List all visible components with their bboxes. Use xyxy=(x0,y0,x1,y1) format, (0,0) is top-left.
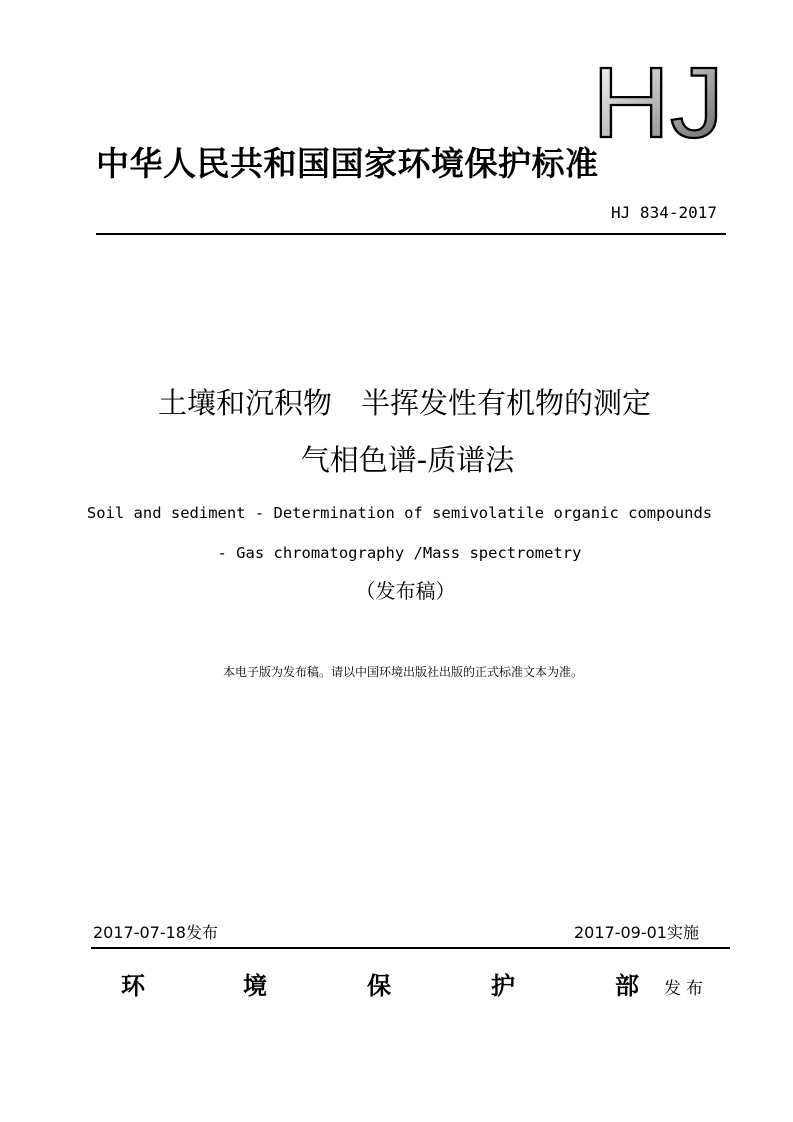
publisher-char: 部 xyxy=(615,971,639,1000)
effective-date: 2017-09-01实施 xyxy=(574,923,699,942)
issue-date: 2017-07-18发布 xyxy=(93,923,218,942)
document-title-en-line2: - Gas chromatography /Mass spectrometry xyxy=(217,544,582,562)
document-title-en-line1: Soil and sediment - Determination of semivolatile organic compounds xyxy=(86,504,713,522)
publisher-char: 保 xyxy=(367,971,391,1000)
publisher-char: 环 xyxy=(121,971,145,1000)
document-title-zh-line2: 气相色谱-质谱法 xyxy=(300,443,515,477)
electronic-version-notice: 本电子版为发布稿。请以中国环境出版社出版的正式标准文本为准。 xyxy=(222,665,583,679)
publisher-suffix: 发布 xyxy=(664,979,708,999)
draft-status-label: （发布稿） xyxy=(355,579,456,603)
hj-logo xyxy=(590,60,726,142)
publisher-char: 护 xyxy=(491,971,515,1000)
standard-number: HJ 834-2017 xyxy=(611,203,717,222)
publisher-char: 境 xyxy=(243,971,267,1000)
document-title-zh-line1: 土壤和沉积物 半挥发性有机物的测定 xyxy=(157,386,651,420)
issuing-authority-title: 中华人民共和国国家环境保护标准 xyxy=(96,144,599,183)
svg-text:HJ: HJ xyxy=(592,60,724,142)
publisher-name xyxy=(121,968,661,1004)
footer-divider xyxy=(91,947,730,949)
header-divider xyxy=(96,233,726,235)
